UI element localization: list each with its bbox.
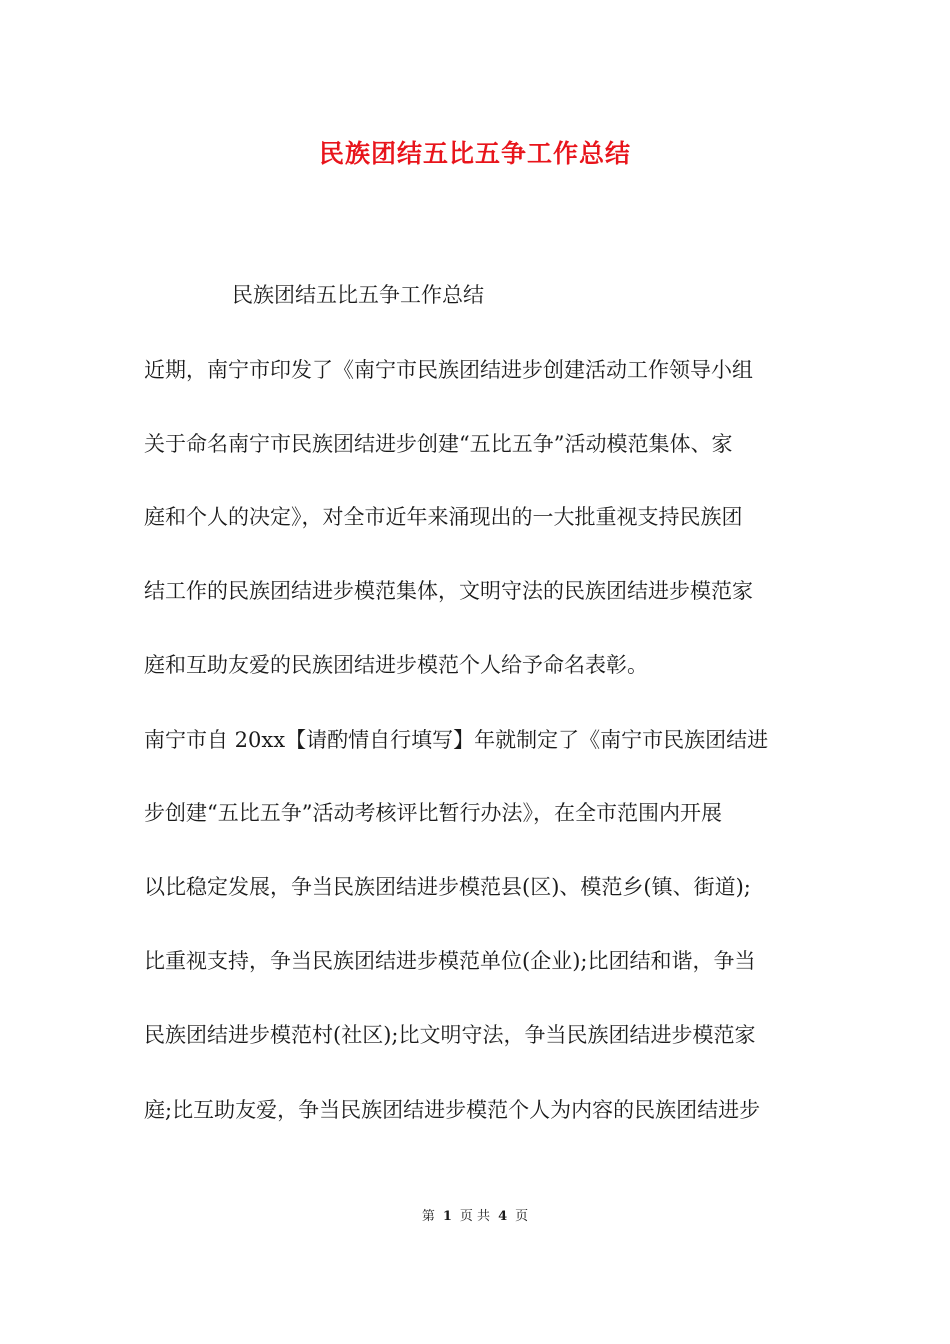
document-subtitle: 民族团结五比五争工作总结 bbox=[232, 283, 484, 307]
footer-page-number: 1 bbox=[442, 1209, 452, 1224]
paragraph-line: 结工作的民族团结进步模范集体，文明守法的民族团结进步模范家 bbox=[144, 579, 753, 603]
paragraph-line: 南宁市自 20xx【请酌情自行填写】年就制定了《南宁市民族团结进 bbox=[144, 728, 769, 752]
footer-suffix: 页 bbox=[515, 1209, 529, 1224]
paragraph-line: 民族团结进步模范村(社区);比文明守法，争当民族团结进步模范家 bbox=[144, 1023, 756, 1047]
paragraph-line: 以比稳定发展，争当民族团结进步模范县(区)、模范乡(镇、街道); bbox=[144, 875, 751, 899]
footer-middle: 页 共 bbox=[459, 1209, 491, 1224]
paragraph-line: 庭和互助友爱的民族团结进步模范个人给予命名表彰。 bbox=[144, 653, 648, 677]
footer-total-pages: 4 bbox=[498, 1209, 508, 1224]
paragraph-line: 比重视支持，争当民族团结进步模范单位(企业);比团结和谐，争当 bbox=[144, 949, 756, 973]
paragraph-line: 庭;比互助友爱，争当民族团结进步模范个人为内容的民族团结进步 bbox=[144, 1098, 761, 1122]
document-title: 民族团结五比五争工作总结 bbox=[318, 139, 631, 168]
footer-prefix: 第 bbox=[421, 1209, 435, 1224]
paragraph-line: 步创建“五比五争”活动考核评比暂行办法》，在全市范围内开展 bbox=[144, 801, 722, 825]
paragraph-line: 关于命名南宁市民族团结进步创建“五比五争”活动模范集体、家 bbox=[144, 432, 733, 456]
paragraph-line: 庭和个人的决定》，对全市近年来涌现出的一大批重视支持民族团 bbox=[144, 505, 743, 529]
page-footer bbox=[0, 1207, 950, 1227]
paragraph-line: 近期，南宁市印发了《南宁市民族团结进步创建活动工作领导小组 bbox=[144, 358, 753, 382]
